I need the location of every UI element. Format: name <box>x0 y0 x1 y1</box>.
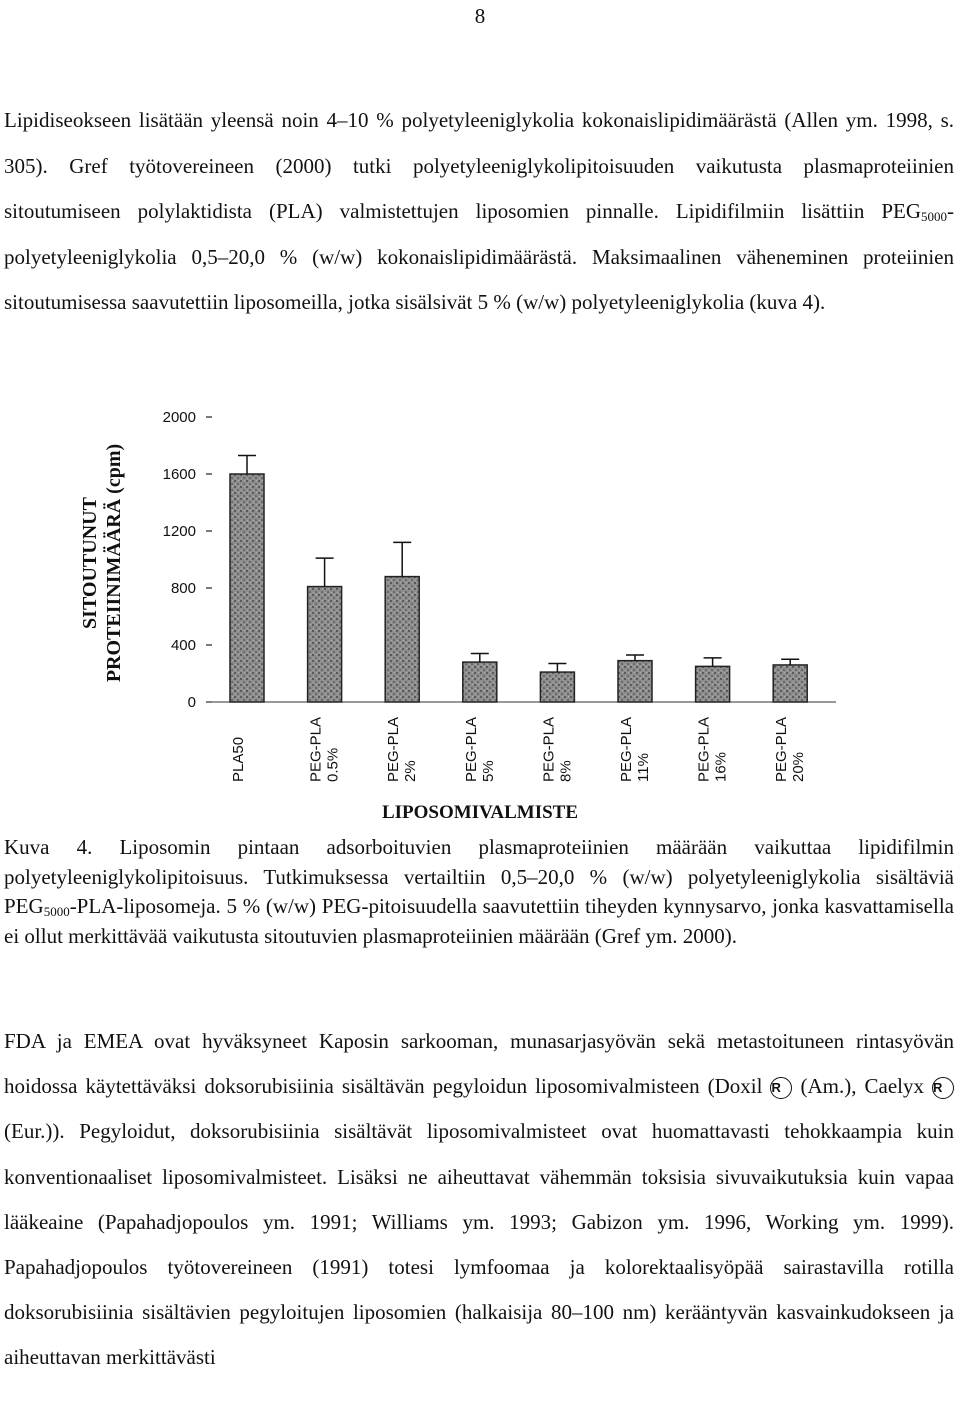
x-tick-label <box>230 737 247 782</box>
x-tick-label <box>618 717 652 782</box>
registered-trademark-icon: R <box>932 1077 954 1099</box>
paragraph-intro-text-a: Lipidiseokseen lisätään yleensä noin 4–10 % polyetyleeniglykolia kokonaislipidimäärästä (Allen ym. 1998, s. 305). Gref työtovereineen (2000) tutki polyetyleeniglykolipitoisuuden vaikutusta plasmaproteiinien sitoutumiseen polylaktidista (PLA) valmistettujen liposomien pinnalle. Lipidifilmiin lisättiin PEG <box>4 108 954 224</box>
x-tick-label-line: PEG-PLA <box>695 716 713 782</box>
peg-subscript: 5000 <box>921 209 947 225</box>
chart-bars <box>230 455 807 702</box>
x-tick-label-line: 8% <box>557 760 575 782</box>
x-tick-label-line: 5% <box>479 760 497 782</box>
figure-caption-text-a: Kuva 4. Liposomin pintaan adsorboituvien plasmaproteiinien määrään vaikuttaa lipidifilmin polyetyleeniglykolipitoisuus. Tutkimuksessa vertailtiin 0,5–20,0 % (w/w) polyetyleeniglykolia sisältäviä PEG <box>4 835 954 918</box>
bar <box>230 474 264 702</box>
x-tick-label-line: 11% <box>635 753 652 782</box>
y-tick-label: 1600 <box>162 466 196 483</box>
x-tick-label-line: PEG-PLA <box>773 716 791 782</box>
y-tick-label: 0 <box>187 694 196 711</box>
page-number: 8 <box>474 4 486 28</box>
bar <box>385 577 419 702</box>
paragraph-doxil-text-a: FDA ja EMEA ovat hyväksyneet Kaposin sarkooman, munasarjasyövän sekä metastoituneen rintasyövän hoidossa käytettäväksi doksorubisiinia sisältävän pegyloidun liposomivalmisteen (Doxil <box>4 1029 954 1099</box>
x-tick-label-line: 2% <box>402 760 420 782</box>
x-tick-label-line: PEG-PLA <box>618 716 635 782</box>
bar <box>463 662 497 702</box>
bar <box>773 665 807 702</box>
paragraph-doxil <box>4 1019 954 1381</box>
caption-peg-subscript: 5000 <box>43 904 70 919</box>
chart-y-axis-label-line1: SITOUTUNUT <box>79 497 101 629</box>
x-tick-label-line: PEG-PLA <box>540 716 558 782</box>
x-tick-label-line: PEG-PLA <box>385 716 403 782</box>
x-tick-label-line: 16% <box>712 751 730 782</box>
x-tick-label <box>385 717 419 782</box>
x-tick-label <box>463 717 497 782</box>
x-tick-label <box>773 717 807 782</box>
x-tick-label-line: 20% <box>790 751 808 782</box>
y-tick-label: 400 <box>170 637 196 654</box>
paragraph-doxil-text-c: (Eur.)). Pegyloidut, doksorubisiinia sisältävät liposomivalmisteet ovat huomattavasti tehokkaampia kuin konventionaaliset liposomivalmisteet. Lisäksi ne aiheuttavat vähemmän toksisia sivuvaikutuksia kuin vapaa lääkeaine (Papahadjopoulos ym. 1991; Williams ym. 1993; Gabizon ym. 1996, Working ym. 1999). Papahadjopoulos työtovereineen (1991) totesi lymfoomaa ja kolorektaalisyöpää sairastavilla rotilla doksorubisiinia sisältävien pegyloitujen liposomien (halkaisija 80–100 nm) kerääntyvän kasvainkudokseen ja aiheuttavan merkittävästi <box>4 1119 954 1370</box>
bar <box>540 672 574 702</box>
bar-chart <box>0 390 960 830</box>
y-tick-label: 2000 <box>162 409 196 426</box>
paragraph-intro-text-b: -polyetyleeniglykolia 0,5–20,0 % (w/w) kokonaislipidimäärästä. Maksimaalinen väheneminen proteiinien sitoutumisessa saavutettiin liposomeilla, jotka sisälsivät 5 % (w/w) polyetyleeniglykolia (kuva 4). <box>4 199 954 315</box>
x-tick-label-line: PEG-PLA <box>307 716 325 782</box>
chart-y-axis-label-line2: PROTEIINIMÄÄRÄ (cpm) <box>103 443 125 683</box>
x-tick-label <box>308 717 342 782</box>
bar <box>696 666 730 702</box>
chart-x-tick-labels <box>230 717 807 782</box>
x-tick-label <box>696 717 730 782</box>
bar <box>308 587 342 702</box>
paragraph-intro <box>4 98 954 326</box>
y-tick-label: 1200 <box>162 523 196 540</box>
bar <box>618 661 652 702</box>
x-tick-label-line: PEG-PLA <box>462 716 480 782</box>
x-tick-label-line: 0.5% <box>324 747 342 782</box>
paragraph-doxil-text-b: (Am.), Caelyx <box>792 1074 924 1099</box>
figure-caption <box>4 833 954 951</box>
registered-trademark-icon: R <box>770 1077 792 1099</box>
y-tick-label: 800 <box>170 580 196 597</box>
chart-x-axis-label: LIPOSOMIVALMISTE <box>381 802 579 823</box>
x-tick-label-line: PLA50 <box>230 736 247 782</box>
figure-caption-text-b: -PLA-liposomeja. 5 % (w/w) PEG-pitoisuudella saavutettiin tiheyden kynnysarvo, jonka kasvattamisella ei ollut merkittävää vaikutusta sitoutuvien plasmaproteiinien määrään (Gref ym. 2000). <box>4 894 954 948</box>
x-tick-label <box>540 717 574 782</box>
